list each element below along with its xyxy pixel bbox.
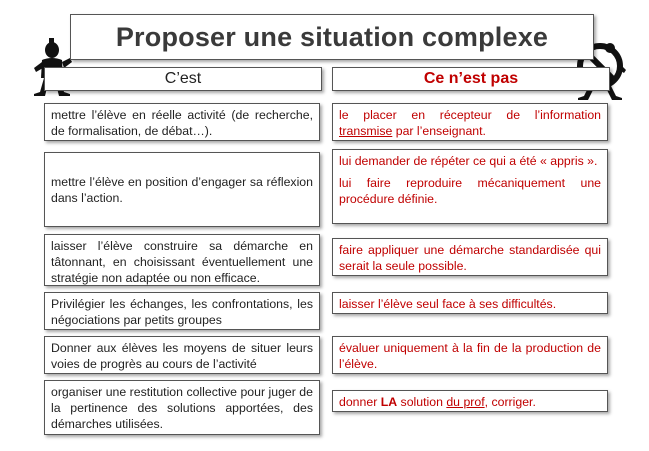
page-title-box [70,14,594,60]
right-item-3: faire appliquer une démarche standardisée qui serait la seule possible. [332,238,608,276]
left-item-2: mettre l’élève en position d’engager sa réflexion dans l’action. [44,152,320,227]
right-item-5: évaluer uniquement à la fin de la production de l’élève. [332,336,608,374]
column-header-ce-nest-pas: Ce n’est pas [332,67,610,91]
right-item-1: le placer en récepteur de l’information transmise par l’enseignant. [332,103,608,141]
column-header-cest: C’est [44,67,322,91]
right-item-2: lui demander de répéter ce qui a été « appris ». lui faire reproduire mécaniquement une procédure définie. [332,149,608,224]
right-item-6: donner LA solution du prof, corriger. [332,390,608,412]
left-item-1: mettre l’élève en réelle activité (de recherche, de formalisation, de débat…). [44,103,320,141]
left-item-5: Donner aux élèves les moyens de situer leurs voies de progrès au cours de l’activité [44,336,320,374]
left-item-4: Privilégier les échanges, les confrontations, les négociations par petits groupes [44,292,320,330]
left-item-3: laisser l’élève construire sa démarche en tâtonnant, en choisissant éventuellement une stratégie non adaptée ou non efficace. [44,234,320,286]
right-item-4: laisser l’élève seul face à ses difficultés. [332,292,608,314]
left-item-6: organiser une restitution collective pour juger de la pertinence des solutions apportées, des démarches utilisées. [44,380,320,435]
page-title: Proposer une situation complexe [115,21,549,52]
